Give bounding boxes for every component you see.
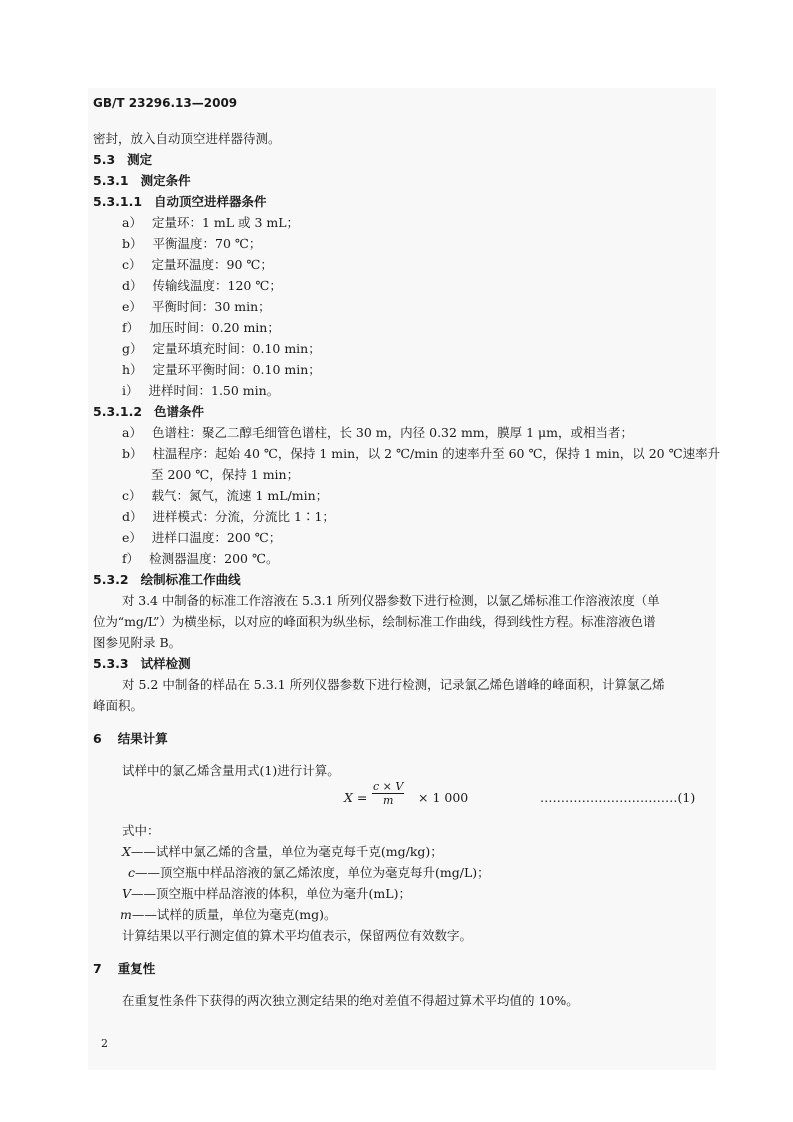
variable-description: 试样中氯乙烯的含量，单位为毫克每千克(mg/kg)； bbox=[155, 844, 443, 859]
formula-numerator: c × V bbox=[373, 780, 404, 793]
list-item-gc bbox=[122, 530, 281, 546]
paragraph-line: 位为“mg/L”）为横坐标，以对应的峰面积为纵坐标，绘制标准工作曲线，得到线性方程。标准溶液色谱 bbox=[93, 614, 656, 629]
section-7-heading bbox=[93, 961, 155, 977]
formula-tail: × 1 000 bbox=[418, 790, 469, 805]
list-text: 载气：氮气，流速 1 mL/min； bbox=[151, 488, 329, 503]
list-item-headspace bbox=[122, 215, 299, 231]
list-item-headspace bbox=[122, 278, 282, 294]
section-5-3-heading bbox=[93, 152, 152, 168]
list-item-gc bbox=[122, 425, 633, 441]
paragraph-line: 对 3.4 中制备的标准工作溶液在 5.3.1 所列仪器参数下进行检测，以氯乙烯标准工作溶液浓度（单 bbox=[122, 593, 660, 608]
section-number: 6 bbox=[93, 731, 102, 746]
list-text: 定量环平衡时间：0.10 min； bbox=[152, 362, 321, 377]
section-5-3-3-heading bbox=[93, 656, 191, 672]
formula-number: ……………………………(1) bbox=[540, 790, 696, 805]
page-number: 2 bbox=[101, 1037, 108, 1050]
list-text: 平衡温度：70 ℃； bbox=[152, 236, 262, 251]
list-item-headspace bbox=[122, 299, 271, 315]
variable-description: 试样的质量，单位为毫克(mg)。 bbox=[156, 907, 337, 922]
section-5-3-1-1-heading bbox=[93, 194, 267, 210]
variable-description: 顶空瓶中样品溶液的氯乙烯浓度，单位为毫克每升(mg/L)； bbox=[160, 865, 490, 880]
list-marker: b） bbox=[122, 236, 143, 251]
list-marker: c） bbox=[122, 257, 142, 272]
paragraph-line: 峰面积。 bbox=[93, 698, 144, 713]
list-text: 加压时间：0.20 min； bbox=[149, 320, 280, 335]
section-6-heading bbox=[93, 731, 168, 747]
list-text: 传输线温度：120 ℃； bbox=[152, 278, 282, 293]
section-5-3-2-heading bbox=[93, 572, 241, 588]
where-label: 式中： bbox=[122, 823, 160, 838]
section-number: 5.3.1.1 bbox=[93, 194, 143, 209]
section-label: 测定 bbox=[127, 152, 153, 167]
result-note: 计算结果以平行测定值的算术平均值表示，保留两位有效数字。 bbox=[122, 928, 473, 943]
list-item-headspace bbox=[122, 236, 261, 252]
variable-definition bbox=[128, 865, 490, 881]
list-text: 平衡时间：30 min； bbox=[151, 299, 271, 314]
list-marker: i） bbox=[122, 383, 139, 398]
section-label: 测定条件 bbox=[140, 173, 191, 188]
formula-denominator: m bbox=[382, 794, 394, 807]
section-number: 5.3.2 bbox=[93, 572, 129, 587]
variable-definition bbox=[122, 844, 443, 860]
list-text: 进样口温度：200 ℃； bbox=[151, 530, 282, 545]
list-marker: d） bbox=[122, 278, 143, 293]
section-5-3-1-2-heading bbox=[93, 404, 204, 420]
variable-symbol: c bbox=[128, 865, 136, 880]
variable-dash: —— bbox=[130, 844, 156, 859]
section-number: 5.3.3 bbox=[93, 656, 129, 671]
list-text: 进样时间：1.50 min。 bbox=[148, 383, 280, 398]
list-item-gc bbox=[122, 509, 335, 525]
list-marker: f） bbox=[122, 551, 140, 566]
list-text: 检测器温度：200 ℃。 bbox=[149, 551, 279, 566]
section-number: 5.3 bbox=[93, 152, 116, 167]
variable-dash: —— bbox=[131, 886, 157, 901]
list-item-gc-continuation bbox=[151, 467, 299, 483]
list-item-headspace bbox=[122, 383, 279, 399]
list-marker: d） bbox=[122, 509, 143, 524]
list-text: 色谱柱：聚乙二醇毛细管色谱柱，长 30 m，内径 0.32 mm，膜厚 1 μm，或相当者； bbox=[151, 425, 634, 440]
list-text: 定量环：1 mL 或 3 mL； bbox=[151, 215, 300, 230]
variable-symbol: X bbox=[122, 844, 131, 859]
formula-fraction bbox=[372, 780, 404, 807]
variable-definition bbox=[122, 886, 411, 902]
list-item-gc bbox=[122, 551, 278, 567]
section-label: 结果计算 bbox=[117, 731, 168, 746]
intro-line: 密封，放入自动顶空进样器待测。 bbox=[93, 131, 281, 146]
section-label: 自动顶空进样器条件 bbox=[154, 194, 267, 209]
section-label: 试样检测 bbox=[140, 656, 191, 671]
list-text: 至 200 ℃，保持 1 min； bbox=[151, 467, 300, 482]
list-marker: b） bbox=[122, 446, 143, 461]
variable-description: 顶空瓶中样品溶液的体积，单位为毫升(mL)； bbox=[156, 886, 411, 901]
formula-lhs: X = bbox=[344, 790, 368, 805]
list-text: 柱温程序：起始 40 ℃，保持 1 min，以 2 ℃/min 的速率升至 60 ℃，保持 1 min，以 20 ℃速率升 bbox=[152, 446, 721, 461]
list-marker: f） bbox=[122, 320, 140, 335]
list-item-gc bbox=[122, 488, 328, 504]
formula-intro: 试样中的氯乙烯含量用式(1)进行计算。 bbox=[122, 763, 340, 778]
list-text: 定量环温度：90 ℃； bbox=[151, 257, 273, 272]
list-marker: h） bbox=[122, 362, 143, 377]
list-text: 进样模式：分流，分流比 1∶1； bbox=[152, 509, 335, 524]
section-label: 重复性 bbox=[117, 961, 156, 976]
standard-code-header: GB/T 23296.13—2009 bbox=[93, 96, 238, 110]
list-item-headspace bbox=[122, 362, 321, 378]
list-item-headspace bbox=[122, 341, 321, 357]
section-5-3-1-heading bbox=[93, 173, 191, 189]
paragraph-line: 对 5.2 中制备的样品在 5.3.1 所列仪器参数下进行检测，记录氯乙烯色谱峰的峰面积，计算氯乙烯 bbox=[122, 677, 665, 692]
variable-dash: —— bbox=[131, 907, 157, 922]
section-number: 5.3.1.2 bbox=[93, 404, 143, 419]
variable-symbol: V bbox=[122, 886, 132, 901]
list-item-headspace bbox=[122, 320, 280, 336]
list-marker: a） bbox=[122, 425, 142, 440]
section-label: 色谱条件 bbox=[154, 404, 205, 419]
variable-dash: —— bbox=[135, 865, 161, 880]
variable-definition bbox=[120, 907, 336, 923]
list-marker: c） bbox=[122, 488, 142, 503]
list-item-gc bbox=[122, 446, 720, 462]
section-number: 5.3.1 bbox=[93, 173, 129, 188]
variable-symbol: m bbox=[120, 907, 132, 922]
section-number: 7 bbox=[93, 961, 102, 976]
list-item-headspace bbox=[122, 257, 273, 273]
section-label: 绘制标准工作曲线 bbox=[140, 572, 241, 587]
paragraph-line: 图参见附录 B。 bbox=[93, 635, 182, 650]
repeatability-text: 在重复性条件下获得的两次独立测定结果的绝对差值不得超过算术平均值的 10%。 bbox=[122, 993, 579, 1008]
list-marker: e） bbox=[122, 299, 142, 314]
list-marker: e） bbox=[122, 530, 142, 545]
list-marker: a） bbox=[122, 215, 142, 230]
list-text: 定量环填充时间：0.10 min； bbox=[152, 341, 321, 356]
list-marker: g） bbox=[122, 341, 143, 356]
